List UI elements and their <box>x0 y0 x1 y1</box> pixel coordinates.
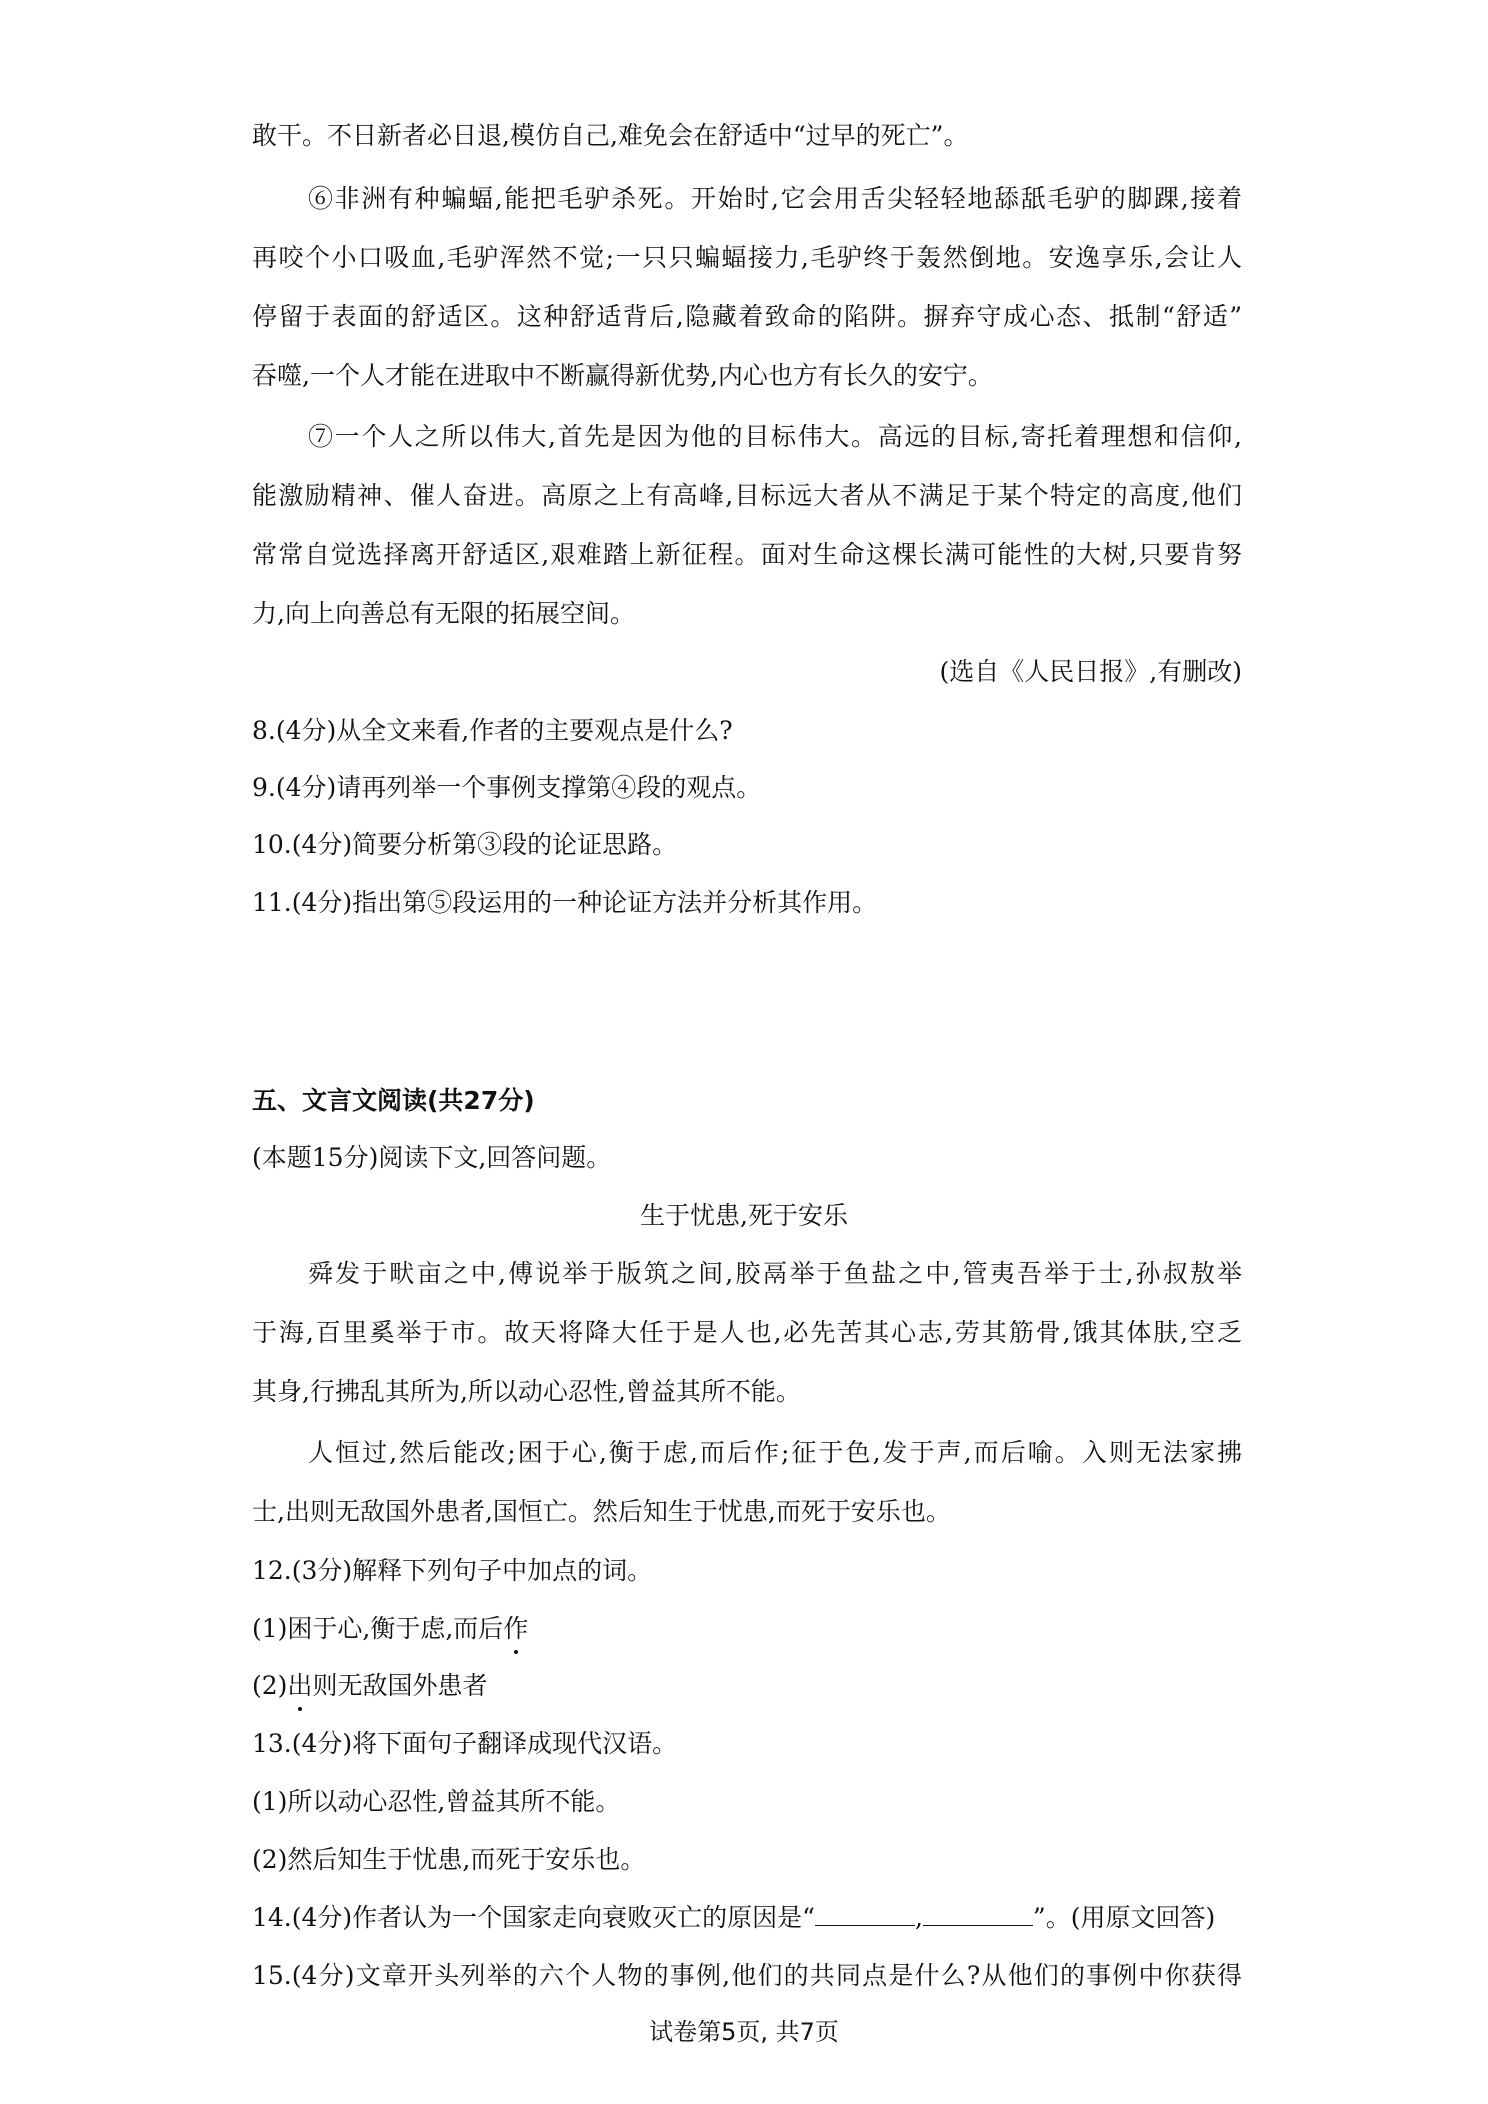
classical-text-line-1: 舜发于畎亩之中,傅说举于版筑之间,胶鬲举于鱼盐之中,管夷吾举于士,孙叔敖举 <box>308 1259 1242 1288</box>
classical-text-title: 生于忧患,死于安乐 <box>640 1201 848 1230</box>
question-14 <box>252 1901 1242 1934</box>
question-14-text: 14.(4分)作者认为一个国家走向衰败灭亡的原因是“ <box>252 1903 815 1932</box>
passage-line-1: 敢干。不日新者必日退,模仿自己,难免会在舒适中“过早的死亡”。 <box>252 121 969 150</box>
question-13-item-2: (2)然后知生于忧患,而死于安乐也。 <box>252 1845 646 1874</box>
dotted-word-zuo: 作 <box>503 1614 529 1643</box>
question-12-item-1-text: (1)困于心,衡于虑,而后 <box>252 1614 504 1643</box>
question-13-item-1: (1)所以动心忍性,曾益其所不能。 <box>252 1787 621 1816</box>
classical-text-line-5: 士,出则无敌国外患者,国恒亡。然后知生于忧患,而死于安乐也。 <box>252 1497 951 1526</box>
paragraph-6-line-1: ⑥非洲有种蝙蝠,能把毛驴杀死。开始时,它会用舌尖轻轻地舔舐毛驴的脚踝,接着 <box>308 184 1242 213</box>
question-11: 11.(4分)指出第⑤段运用的一种论证方法并分析其作用。 <box>252 888 878 917</box>
paragraph-7-line-3: 常常自觉选择离开舒适区,艰难踏上新征程。面对生命这棵长满可能性的大树,只要肯努 <box>252 540 1242 569</box>
paragraph-7-line-1: ⑦一个人之所以伟大,首先是因为他的目标伟大。高远的目标,寄托着理想和信仰, <box>308 422 1242 451</box>
question-12-item-2-text: 则无敌国外患者 <box>312 1671 488 1700</box>
dotted-word-chu: 出 <box>287 1671 313 1700</box>
paragraph-7-line-2: 能激励精神、催人奋进。高原之上有高峰,目标远大者从不满足于某个特定的高度,他们 <box>252 481 1242 510</box>
classical-text-line-4: 人恒过,然后能改;困于心,衡于虑,而后作;征于色,发于声,而后喻。入则无法家拂 <box>308 1438 1242 1467</box>
question-12-item-2-prefix: (2) <box>252 1671 288 1700</box>
answer-blank-1[interactable] <box>815 1901 915 1926</box>
question-10: 10.(4分)简要分析第③段的论证思路。 <box>252 830 678 859</box>
paragraph-6-line-2: 再咬个小口吸血,毛驴浑然不觉;一只只蝙蝠接力,毛驴终于轰然倒地。安逸享乐,会让人 <box>252 243 1242 272</box>
question-12: 12.(3分)解释下列句子中加点的词。 <box>252 1556 653 1585</box>
question-12-item-1 <box>252 1613 1242 1645</box>
question-9: 9.(4分)请再列举一个事例支撑第④段的观点。 <box>252 773 762 802</box>
classical-text-line-2: 于海,百里奚举于市。故天将降大任于是人也,必先苦其心志,劳其筋骨,饿其体肤,空乏 <box>252 1318 1242 1347</box>
paragraph-6-line-3: 停留于表面的舒适区。这种舒适背后,隐藏着致命的陷阱。摒弃守成心态、抵制“舒适” <box>252 302 1242 331</box>
paragraph-6-line-4: 吞噬,一个人才能在进取中不断赢得新优势,内心也方有长久的安宁。 <box>252 361 993 390</box>
question-15: 15.(4分)文章开头列举的六个人物的事例,他们的共同点是什么?从他们的事例中你获得 <box>252 1961 1242 1990</box>
answer-blank-2[interactable] <box>923 1901 1033 1926</box>
classical-text-line-3: 其身,行拂乱其所为,所以动心忍性,曾益其所不能。 <box>252 1377 801 1406</box>
question-8: 8.(4分)从全文来看,作者的主要观点是什么? <box>252 716 733 745</box>
page-footer: 试卷第5页, 共7页 <box>649 2018 839 2046</box>
section-5-intro: (本题15分)阅读下文,回答问题。 <box>252 1143 612 1172</box>
paragraph-7-line-4: 力,向上向善总有无限的拓展空间。 <box>252 599 635 628</box>
question-12-item-2 <box>252 1670 1242 1702</box>
answer-separator: , <box>914 1903 923 1932</box>
question-14-suffix: ”。(用原文回答) <box>1032 1903 1216 1932</box>
section-5-heading: 五、文言文阅读(共27分) <box>252 1086 535 1115</box>
question-13: 13.(4分)将下面句子翻译成现代汉语。 <box>252 1729 678 1758</box>
passage-source: (选自《人民日报》,有删改) <box>939 657 1242 686</box>
